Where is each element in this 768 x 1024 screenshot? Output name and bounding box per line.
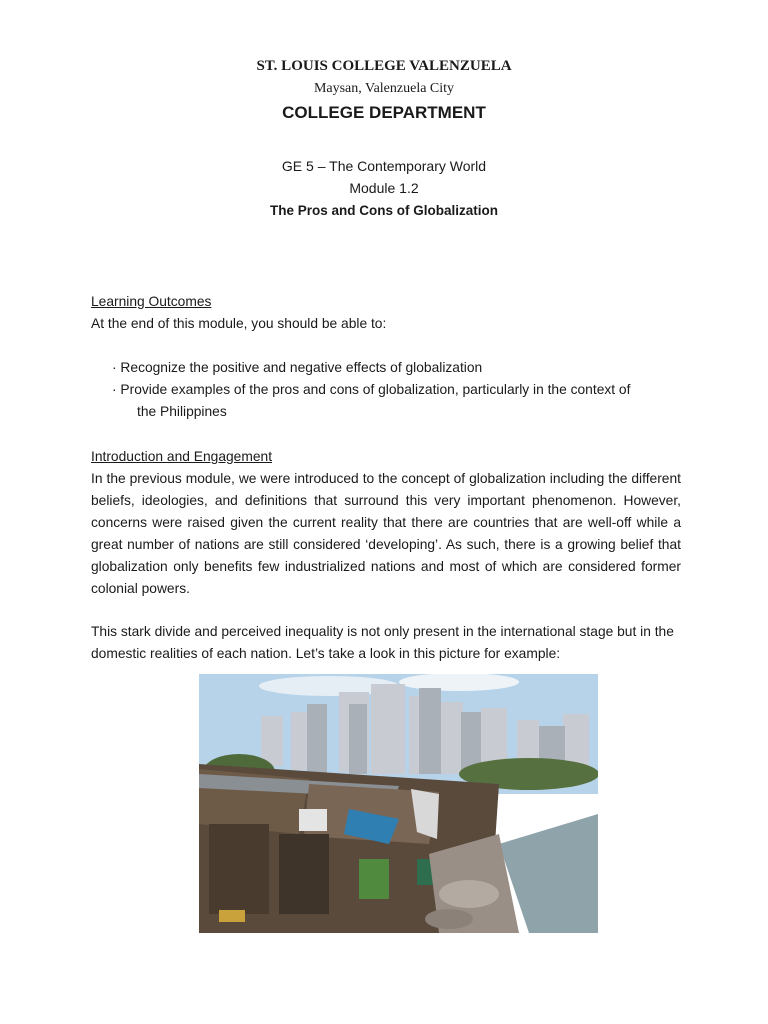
course-title: GE 5 – The Contemporary World — [281, 158, 487, 174]
introduction-paragraph-2: This stark divide and perceived inequality is not only present in the international stage but in the domestic realities of each nation. Let’s take a look in this picture for example: — [91, 624, 674, 661]
introduction-heading: Introduction and Engagement — [91, 449, 273, 464]
school-name: ST. LOUIS COLLEGE VALENZUELA — [256, 58, 512, 74]
outcome-bullet-text: · Provide examples of the pros and cons of globalization, particularly in the context of — [112, 382, 631, 397]
outcome-bullet: · Recognize the positive and negative effects of globalization — [112, 360, 483, 375]
module-number: Module 1.2 — [349, 180, 419, 196]
outcome-bullet-continuation: the Philippines — [137, 404, 227, 419]
learning-outcomes-heading: Learning Outcomes — [91, 294, 212, 309]
school-address: Maysan, Valenzuela City — [313, 81, 455, 96]
introduction-paragraph: In the previous module, we were introduced to the concept of globalization including the different beliefs, ideologies, and definitions that surround this very important phenomenon. However, concerns were raised given the current reality that there are countries that are well-off while a great number of nations are still considered ‘developing’. As such, there is a growing belief that globalization only benefits few industrialized nations and most of which are considered former colonial powers. — [91, 471, 681, 596]
department-title: COLLEGE DEPARTMENT — [282, 103, 486, 122]
outcome-bullet — [112, 379, 682, 423]
slum-and-skyline-photo — [199, 674, 598, 933]
learning-outcomes-intro: At the end of this module, you should be able to: — [91, 316, 387, 331]
module-title: The Pros and Cons of Globalization — [269, 203, 498, 218]
